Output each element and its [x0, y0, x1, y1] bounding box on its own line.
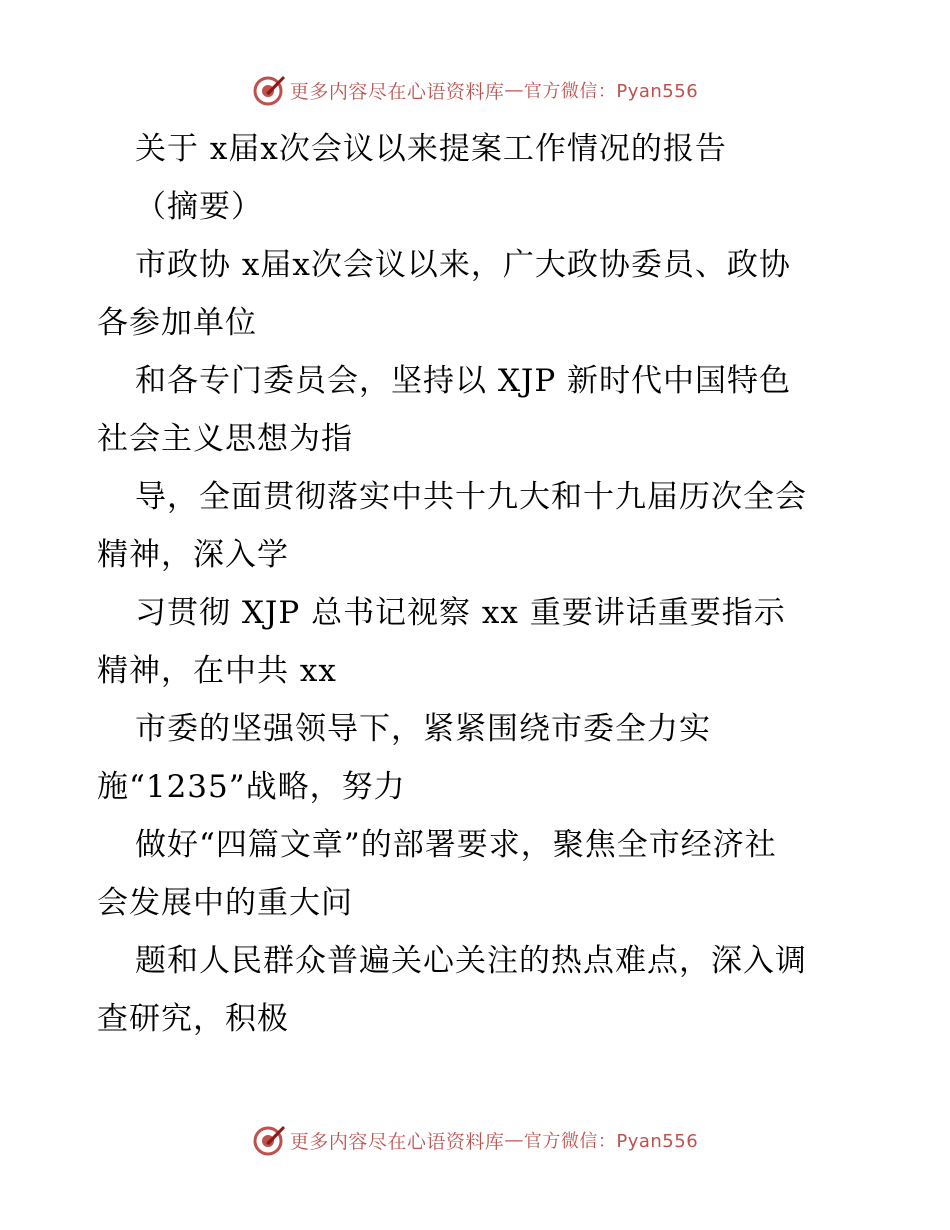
text-line: 精神，在中共 xx [97, 653, 337, 689]
watermark-dash: — [504, 1129, 524, 1151]
document-subtitle: （摘要） [135, 189, 263, 225]
text-line: 社会主义思想为指 [97, 421, 353, 457]
document-title: 关于 x届x次会议以来提案工作情况的报告 [135, 131, 727, 167]
quill-logo-icon [252, 1123, 286, 1157]
text-line: 市委的坚强领导下，紧紧围绕市委全力实 [135, 711, 711, 747]
text-line: 和各专门委员会，坚持以 XJP 新时代中国特色 [135, 363, 792, 399]
header-watermark [0, 70, 950, 110]
document-body [97, 120, 897, 1048]
footer-watermark [0, 1120, 950, 1160]
text-line: 习贯彻 XJP 总书记视察 xx 重要讲话重要指示 [135, 595, 786, 631]
text-line: 各参加单位 [97, 305, 257, 341]
text-line: 精神，深入学 [97, 537, 289, 573]
watermark-text: 更多内容尽在心语资料库 [289, 1130, 505, 1153]
watermark-text: 更多内容尽在心语资料库 [289, 80, 505, 103]
text-line: 市政协 x届x次会议以来，广大政协委员、政协 [135, 247, 791, 283]
text-line: 查研究，积极 [97, 1001, 289, 1037]
text-line: 施“1235”战略，努力 [97, 769, 406, 805]
quill-logo-icon [252, 73, 286, 107]
text-line: 导，全面贯彻落实中共十九大和十九届历次全会 [135, 479, 807, 515]
watermark-contact: 官方微信：Pyan556 [523, 1131, 699, 1152]
text-line: 题和人民群众普遍关心关注的热点难点，深入调 [135, 943, 807, 979]
watermark-dash: — [504, 79, 524, 101]
text-line: 会发展中的重大问 [97, 885, 353, 921]
watermark-contact: 官方微信：Pyan556 [523, 81, 699, 102]
text-line: 做好“四篇文章”的部署要求，聚焦全市经济社 [135, 827, 777, 863]
